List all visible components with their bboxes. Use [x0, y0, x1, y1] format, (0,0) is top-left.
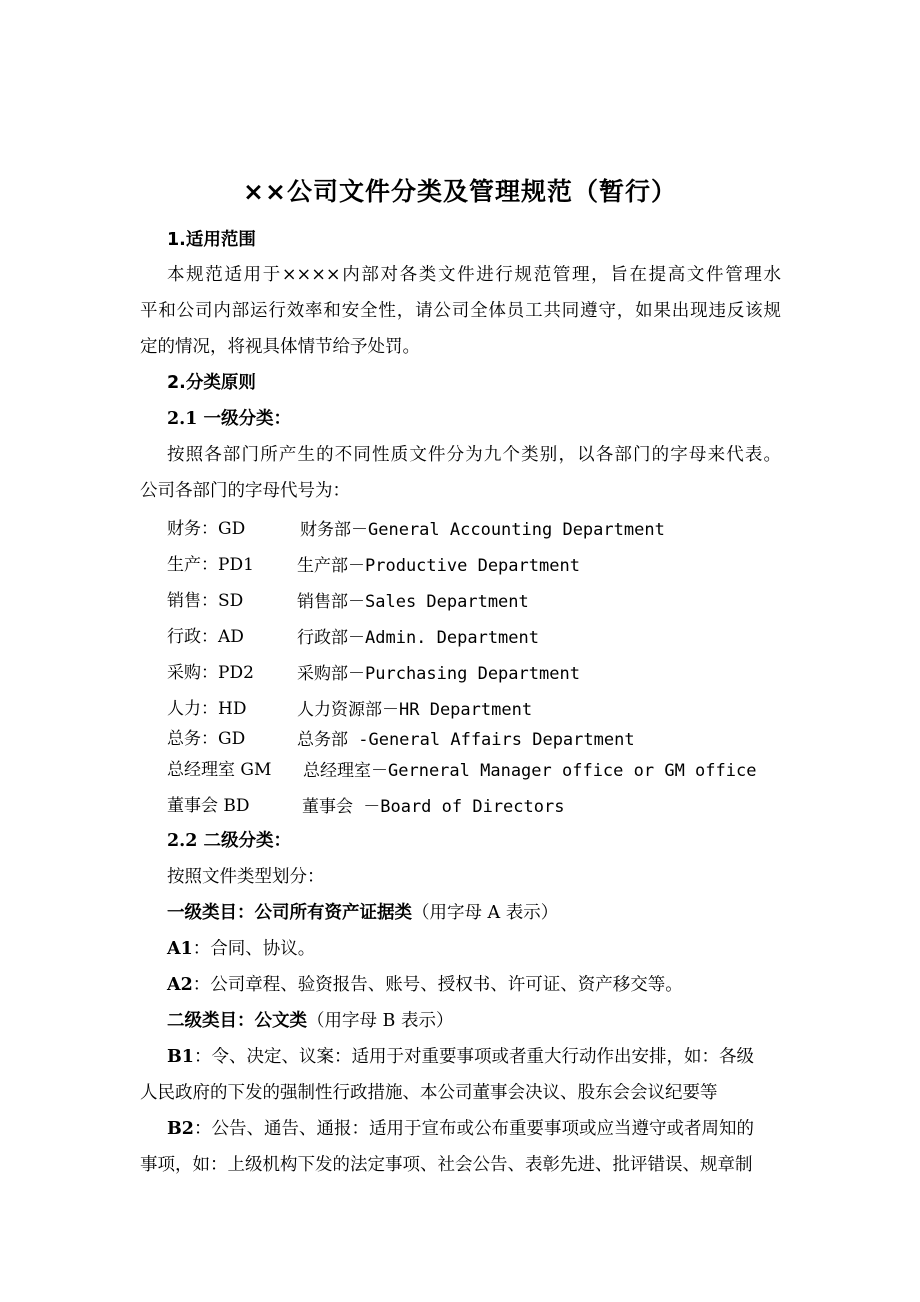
a1-label: A1 [167, 939, 193, 959]
a1-text: ：合同、协议。 [192, 939, 316, 959]
dept-name: 财务部－General Accounting Department [300, 520, 665, 540]
dept-code: 人力：HD [167, 699, 247, 719]
b1-line-2: 人民政府的下发的强制性行政措施、本公司董事会决议、股东会会议纪要等 [140, 1083, 718, 1103]
section-1-heading: 1.适用范围 [167, 230, 256, 250]
dept-code: 行政：AD [167, 627, 244, 647]
dept-code: 总经理室 GM [167, 760, 272, 780]
b1-text-1: ：令、决定、议案：适用于对重要事项或者重大行动作出安排，如：各级 [193, 1047, 754, 1067]
dept-name: 销售部－Sales Department [297, 592, 529, 612]
dept-name: 总务部 -General Affairs Department [297, 730, 635, 750]
section-2-2-intro: 按照文件类型划分： [167, 867, 325, 887]
a2-line [167, 971, 683, 996]
dept-code: 总务：GD [167, 729, 246, 749]
dept-name: 采购部－Purchasing Department [297, 664, 580, 684]
section-2-1-para-line-2: 公司各部门的字母代号为： [140, 481, 350, 501]
section-2-heading: 2.分类原则 [167, 373, 256, 393]
category-b-label: 二级类目：公文类 [167, 1011, 307, 1031]
section-2-1-para-line-1: 按照各部门所产生的不同性质文件分为九个类别，以各部门的字母来代表。 [167, 445, 781, 465]
b1-line-1 [167, 1043, 781, 1068]
section-1-para-line-2: 平和公司内部运行效率和安全性，请公司全体员工共同遵守，如果出现违反该规 [140, 301, 781, 321]
category-b-line [167, 1007, 454, 1032]
b2-line-1 [167, 1115, 781, 1140]
dept-code: 董事会 BD [167, 796, 250, 816]
section-1-para-line-1: 本规范适用于××××内部对各类文件进行规范管理，旨在提高文件管理水 [167, 265, 781, 285]
section-2-1-heading: 2.1 一级分类： [167, 409, 292, 429]
dept-code: 销售：SD [167, 591, 244, 611]
category-a-line [167, 899, 558, 924]
document-title: ××公司文件分类及管理规范（暂行） [243, 177, 677, 206]
dept-name: 人力资源部－HR Department [297, 700, 533, 720]
b2-text-1: ：公告、通告、通报：适用于宣布或公布重要事项或应当遵守或者周知的 [193, 1119, 754, 1139]
category-a-note: （用字母 A 表示） [412, 903, 559, 923]
category-a-label: 一级类目：公司所有资产证据类 [167, 903, 412, 923]
category-b-note: （用字母 B 表示） [307, 1011, 454, 1031]
dept-name: 行政部－Admin. Department [297, 628, 539, 648]
dept-code: 采购：PD2 [167, 663, 254, 683]
dept-code: 生产：PD1 [167, 555, 254, 575]
b1-label: B1 [167, 1047, 194, 1067]
dept-code: 财务：GD [167, 519, 246, 539]
dept-name: 生产部－Productive Department [297, 556, 580, 576]
section-1-para-line-3: 定的情况，将视具体情节给予处罚。 [140, 337, 420, 357]
a2-text: ：公司章程、验资报告、账号、授权书、许可证、资产移交等。 [192, 975, 683, 995]
b2-label: B2 [167, 1119, 194, 1139]
a2-label: A2 [167, 975, 193, 995]
dept-name: 总经理室－Gerneral Manager office or GM office [303, 761, 757, 781]
dept-name: 董事会 －Board of Directors [302, 797, 565, 817]
b2-line-2: 事项，如：上级机构下发的法定事项、社会公告、表彰先进、批评错误、规章制 [140, 1155, 753, 1175]
section-2-2-heading: 2.2 二级分类： [167, 831, 292, 851]
a1-line [167, 935, 315, 960]
